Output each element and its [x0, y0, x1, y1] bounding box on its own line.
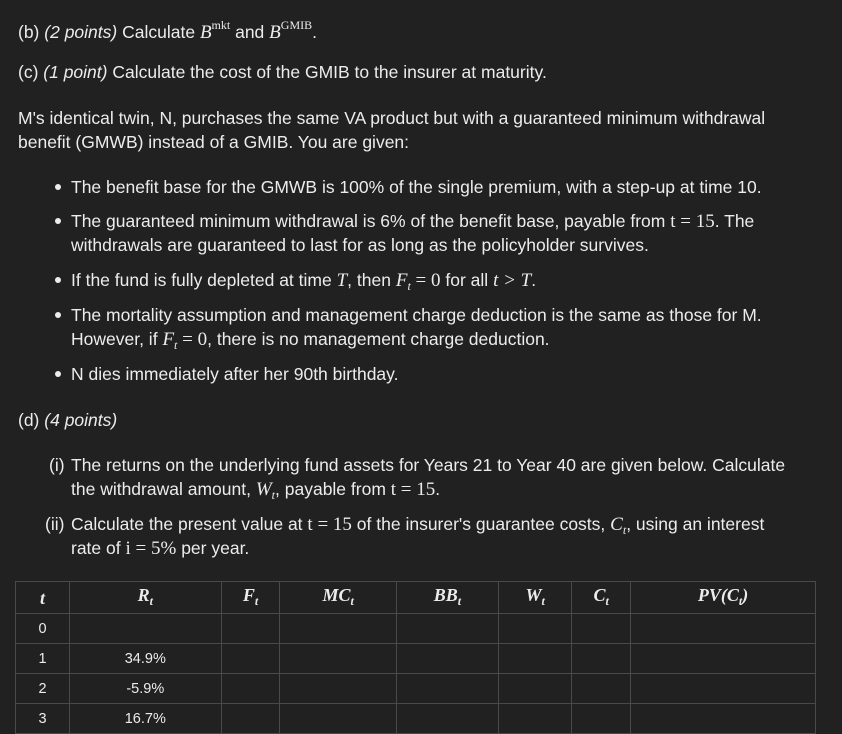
bullet-fund-depleted: If the fund is fully depleted at time T, then $F_t = 0$ for all t > T. — [71, 268, 811, 298]
header-mc: $MC_t$ — [280, 582, 396, 614]
part-c-text: Calculate the cost of the GMIB to the insurer at maturity. — [112, 62, 547, 82]
cell-w — [498, 704, 571, 734]
cell-w — [498, 644, 571, 674]
cell-f — [221, 644, 280, 674]
cell-t: 0 — [16, 614, 70, 644]
part-b-points: (2 points) — [44, 22, 118, 42]
cell-mc — [280, 674, 396, 704]
cell-f — [221, 704, 280, 734]
part-d-i-number: (i) — [49, 455, 65, 475]
cell-mc — [280, 704, 396, 734]
header-t: t — [16, 582, 70, 614]
cell-c — [572, 674, 631, 704]
cell-pv — [631, 704, 816, 734]
cell-c — [572, 614, 631, 644]
cell-pv — [631, 644, 816, 674]
header-c: $C_t$ — [572, 582, 631, 614]
intro-line-2: benefit (GMWB) instead of a GMIB. You are given: — [18, 132, 410, 152]
cell-t: 2 — [16, 674, 70, 704]
cell-r: -5.9% — [70, 674, 222, 704]
intro-line-1: M's identical twin, N, purchases the same VA product but with a guaranteed minimum withdrawal — [18, 108, 766, 128]
part-d-ii-number: (ii) — [45, 514, 65, 534]
part-d-heading — [18, 408, 828, 432]
part-b-question — [18, 13, 828, 45]
cell-w — [498, 674, 571, 704]
cell-r — [70, 614, 222, 644]
b-gmib-symbol: $B^{GMIB}$ — [269, 18, 313, 43]
math-t-15: t = 15 — [670, 211, 715, 232]
bullet-benefit-base: The benefit base for the GMWB is 100% of the single premium, with a step-up at time 10. — [71, 175, 811, 199]
bullet-guaranteed-withdrawal: The guaranteed minimum withdrawal is 6% of the benefit base, payable from t = 15. The — [71, 209, 811, 234]
part-b-text: Calculate — [122, 22, 196, 42]
header-bb: $BB_t$ — [396, 582, 498, 614]
cell-mc — [280, 644, 396, 674]
cell-bb — [396, 704, 498, 734]
header-f: $F_t$ — [221, 582, 280, 614]
cell-r: 34.9% — [70, 644, 222, 674]
part-d-ii-line2: rate of i = 5% per year. — [71, 538, 250, 559]
table-row — [16, 644, 816, 674]
bullet-death: N dies immediately after her 90th birthday. — [71, 362, 811, 386]
table-row — [16, 674, 816, 704]
bullet-guaranteed-withdrawal-line2: withdrawals are guaranteed to last for as long as the policyholder survives. — [71, 235, 649, 255]
header-pv: $PV(C_t)$ — [631, 582, 816, 614]
cell-c — [572, 644, 631, 674]
part-d-points: (4 points) — [44, 410, 118, 430]
part-d-ii: (ii) Calculate the present value at t = 15 of the insurer's guarantee costs, $C_t$, using an interest — [45, 514, 765, 537]
part-b-label: (b) — [18, 22, 40, 42]
cell-t: 1 — [16, 644, 70, 674]
cell-c — [572, 704, 631, 734]
bullet-mortality-line2: However, if $F_t = 0$, there is no management charge deduction. — [71, 329, 550, 352]
cell-mc — [280, 614, 396, 644]
cell-r: 16.7% — [70, 704, 222, 734]
cell-f — [221, 614, 280, 644]
bullet-mortality: The mortality assumption and management charge deduction is the same as those for M. — [71, 303, 811, 327]
cell-w — [498, 614, 571, 644]
part-d-label: (d) — [18, 410, 40, 430]
cell-bb — [396, 674, 498, 704]
part-c-label: (c) — [18, 62, 39, 82]
part-d-i: (i) The returns on the underlying fund assets for Years 21 to Year 40 are given below. Calculate — [49, 455, 786, 475]
part-b-and: and — [235, 22, 265, 42]
table-row — [16, 614, 816, 644]
table-header-row — [16, 582, 816, 614]
part-c-points: (1 point) — [43, 62, 108, 82]
cell-bb — [396, 614, 498, 644]
part-d-i-line2: the withdrawal amount, $W_t$, payable from t = 15. — [71, 479, 441, 502]
b-mkt-symbol: $B^{mkt}$ — [199, 18, 231, 43]
returns-table — [15, 581, 816, 734]
cell-pv — [631, 674, 816, 704]
cell-f — [221, 674, 280, 704]
cell-bb — [396, 644, 498, 674]
part-c-question — [18, 60, 828, 84]
table-row — [16, 704, 816, 734]
cell-t: 3 — [16, 704, 70, 734]
header-w: $W_t$ — [498, 582, 571, 614]
cell-pv — [631, 614, 816, 644]
part-b-period: . — [312, 22, 317, 42]
header-r: $R_t$ — [70, 582, 222, 614]
